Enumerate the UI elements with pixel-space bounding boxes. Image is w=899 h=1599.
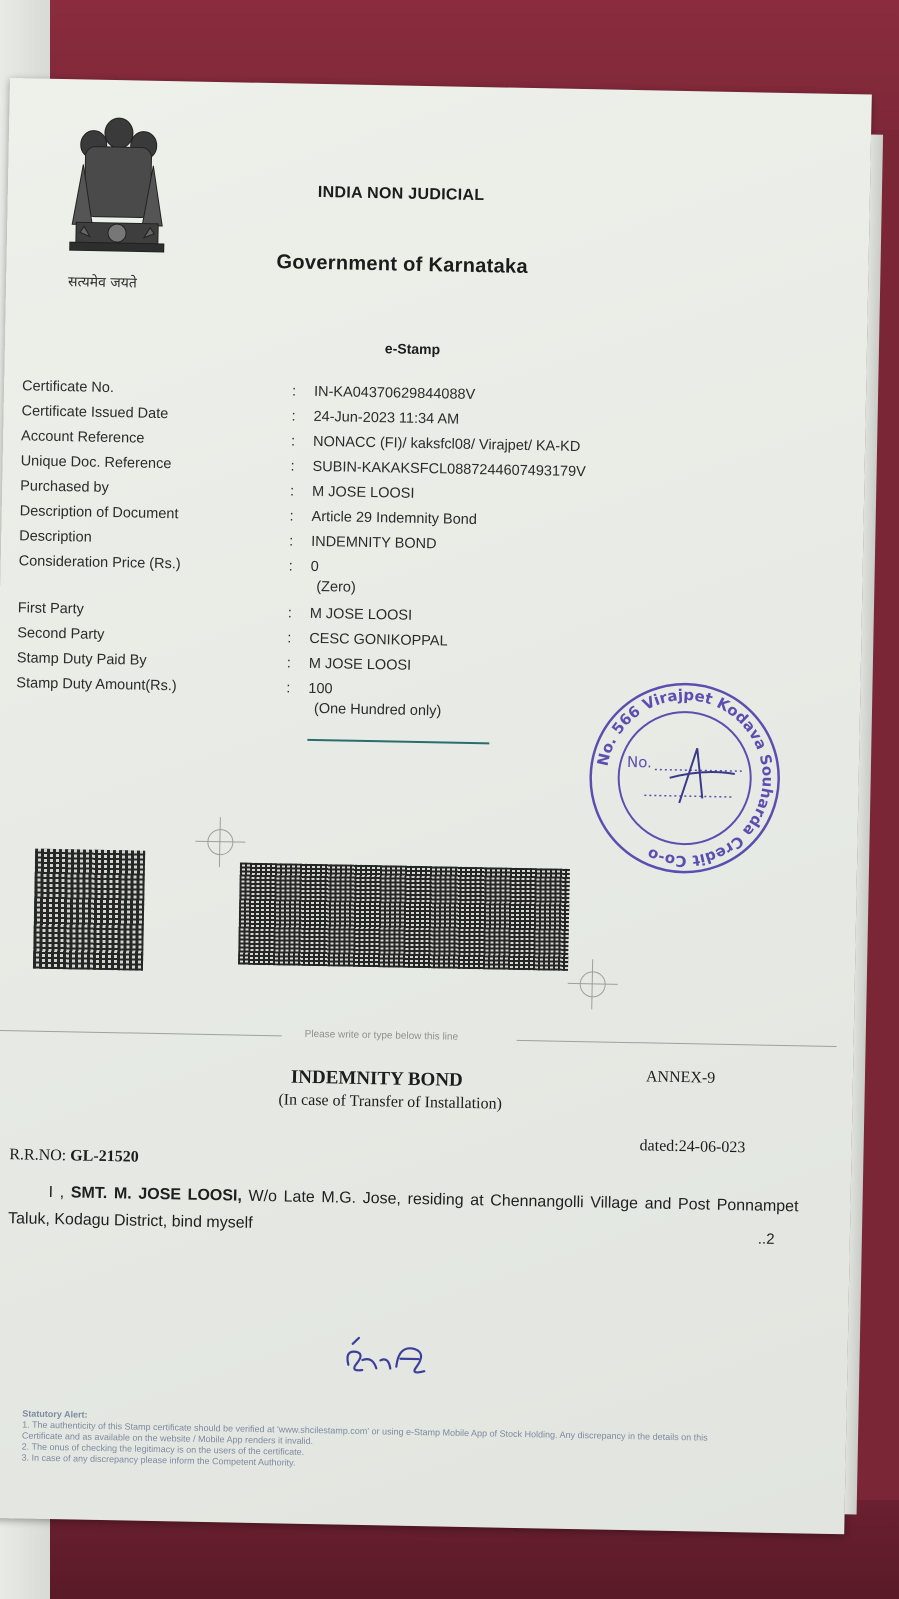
header-government: Government of Karnataka: [276, 251, 529, 278]
seal-ring-text: No. 566 Virajpet Kodava Souharda Credit Co-o: [593, 685, 777, 871]
registration-mark: [567, 959, 618, 1010]
field-label: Unique Doc. Reference: [20, 453, 172, 473]
field-value: IN-KA04370629844088V: [313, 383, 476, 403]
alert-title: Statutory Alert:: [22, 1408, 88, 1420]
bond-subtitle: (In case of Transfer of Installation): [278, 1091, 503, 1113]
page-number: ..2: [757, 1230, 775, 1248]
amount-underline: [307, 739, 489, 744]
field-value: INDEMNITY BOND: [310, 533, 437, 553]
rr-number: [9, 1146, 139, 1166]
field-value-words: (One Hundred only): [313, 700, 442, 720]
field-value: M JOSE LOOSI: [309, 605, 413, 624]
field-colon: :: [290, 433, 296, 450]
body-lead: I ,: [48, 1183, 71, 1202]
field-label: Stamp Duty Amount(Rs.): [16, 675, 177, 695]
field-label: Certificate No.: [21, 378, 115, 397]
header-e-stamp: e-Stamp: [384, 340, 441, 358]
bond-date: dated:24-06-023: [639, 1137, 746, 1157]
2d-barcode: [238, 863, 570, 971]
alert-item: 1. The authenticity of this Stamp certificate should be verified at 'www.shcilestamp.com' or using e-Stamp Mobile App of Stock Holding. Any discrepancy in the details on this Certificate and as available on the website / Mobile App renders it invalid.: [21, 1419, 708, 1447]
field-value: Article 29 Indemnity Bond: [311, 508, 477, 529]
field-label: Account Reference: [20, 428, 145, 447]
field-colon: :: [286, 680, 291, 697]
field-colon: :: [287, 605, 292, 622]
field-colon: :: [287, 630, 292, 647]
field-colon: :: [286, 655, 291, 672]
field-colon: :: [289, 533, 294, 550]
header-india-non-judicial: INDIA NON JUDICIAL: [317, 183, 485, 205]
field-value: CESC GONIKOPPAL: [309, 630, 448, 650]
bond-body-text: [8, 1178, 799, 1247]
field-value: NONACC (FI)/ kaksfcl08/ Virajpet/ KA-KD: [312, 433, 581, 456]
field-value: 0: [310, 558, 319, 576]
field-value: 24-Jun-2023 11:34 AM: [313, 408, 460, 428]
alert-item: 3. In case of any discrepancy please inform the Competent Authority.: [21, 1452, 296, 1468]
certificate-fields: [16, 378, 622, 733]
rr-number-label: R.R.NO:: [9, 1146, 67, 1165]
field-colon: :: [289, 483, 295, 500]
write-below-text: Please write or type below this line: [304, 1028, 459, 1043]
field-label: First Party: [17, 600, 85, 618]
field-value: M JOSE LOOSI: [308, 655, 412, 674]
emblem-motto: सत्यमेव जयते: [67, 274, 137, 292]
e-stamp-certificate: [0, 78, 872, 1534]
field-value-words: (Zero): [316, 578, 356, 596]
field-colon: :: [289, 508, 294, 525]
seal-inner-text: No.: [626, 752, 653, 772]
handwritten-signature: [340, 1330, 436, 1387]
field-colon: :: [291, 383, 297, 400]
rr-number-value: GL-21520: [70, 1147, 139, 1166]
body-rest: W/o Late M.G. Jose, residing at Chennangolli Village and Post Ponnampet Taluk, Kodagu District, bind myself: [7, 1187, 799, 1232]
field-label: Purchased by: [20, 478, 109, 496]
annex-label: ANNEX-9: [645, 1068, 716, 1087]
field-value: M JOSE LOOSI: [311, 483, 415, 502]
field-value: 100: [308, 680, 333, 698]
field-label: Second Party: [17, 625, 105, 643]
field-label: Consideration Price (Rs.): [18, 553, 181, 573]
field-label: Description: [19, 528, 92, 546]
field-label: Certificate Issued Date: [21, 403, 169, 423]
write-below-line: [0, 1023, 842, 1053]
field-label: Description of Document: [19, 503, 179, 523]
registration-mark: [195, 817, 246, 868]
alert-item: 2. The onus of checking the legitimacy is on the users of the certificate.: [21, 1441, 305, 1457]
field-value: SUBIN-KAKAKSFCL0887244607493179V: [312, 458, 586, 481]
society-seal-icon: [583, 676, 787, 880]
field-label: Stamp Duty Paid By: [16, 650, 147, 669]
qr-code: [33, 849, 145, 971]
field-colon: :: [291, 408, 296, 425]
bond-title: INDEMNITY BOND: [290, 1066, 463, 1091]
field-colon: :: [288, 558, 293, 575]
body-name: SMT. M. JOSE LOOSI,: [70, 1184, 243, 1205]
stacked-pages-edge: [845, 135, 883, 1515]
field-colon: :: [290, 458, 295, 475]
state-emblem-icon: [61, 104, 174, 276]
statutory-alert: [21, 1408, 722, 1476]
